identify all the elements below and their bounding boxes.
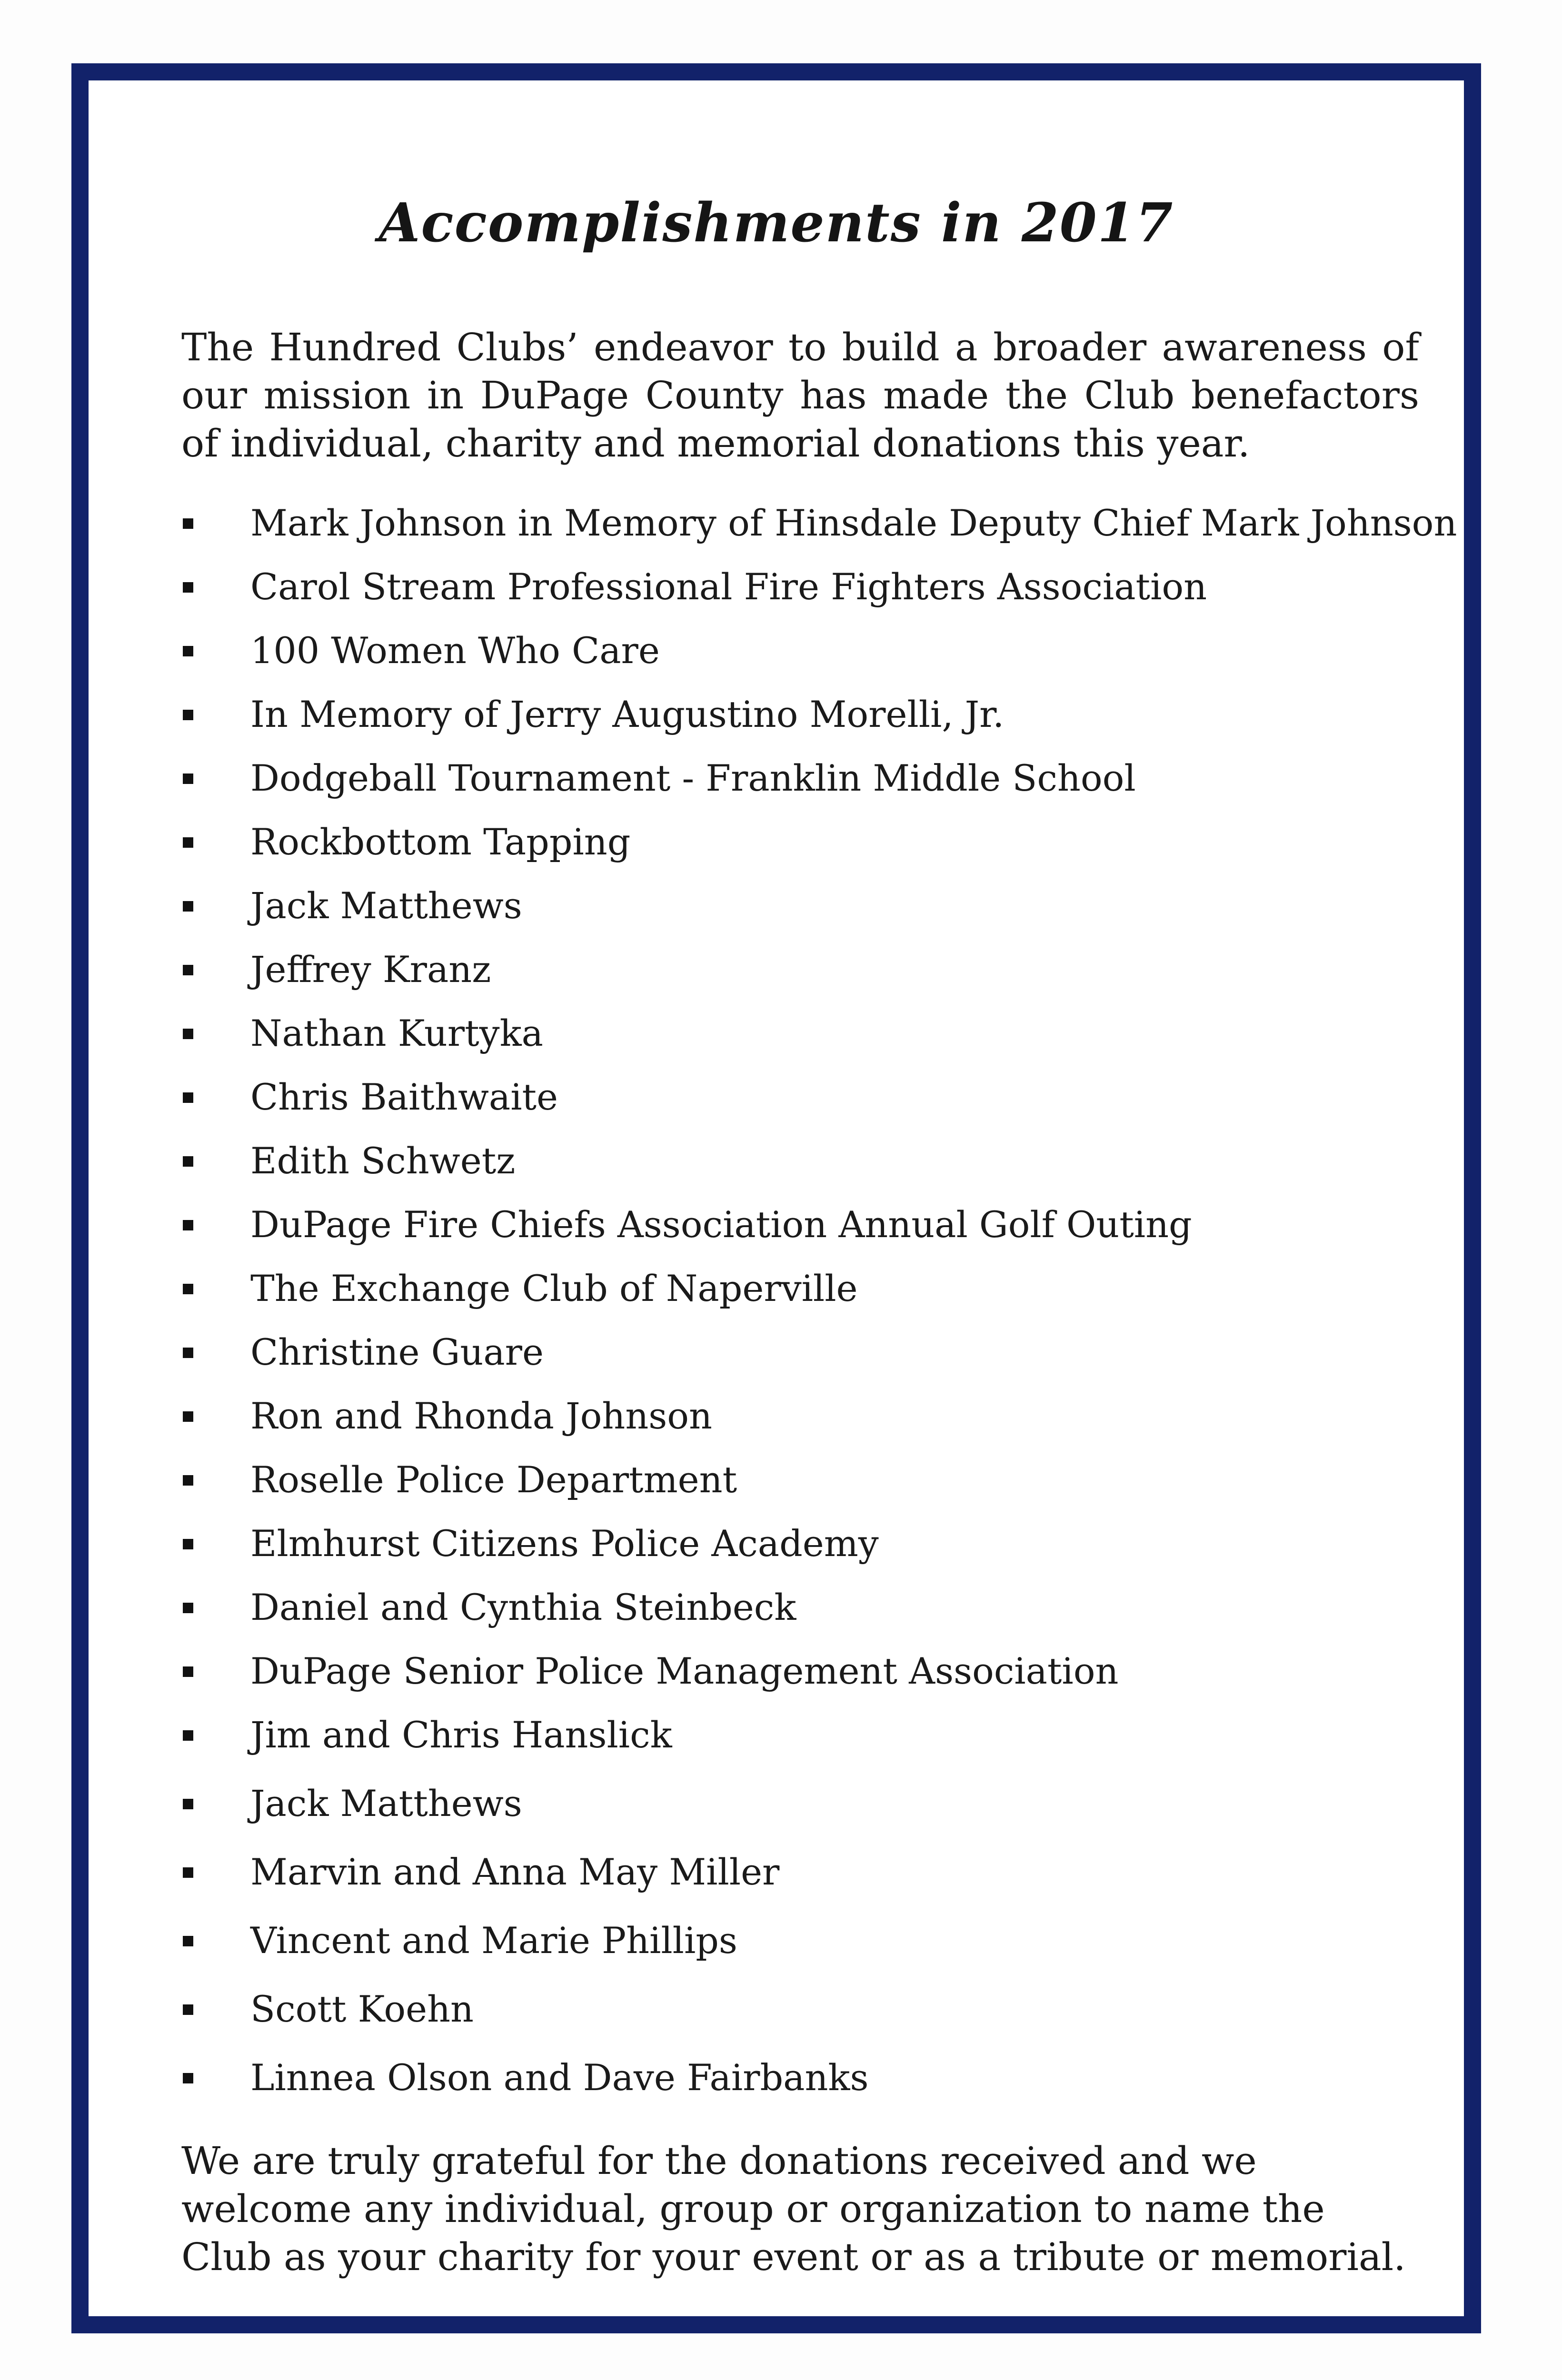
list-item [181,946,1443,1010]
list-item [181,1456,1443,1520]
donor-name: Marvin and Anna May Miller [250,1851,780,1893]
square-bullet-icon [183,518,193,529]
square-bullet-icon [183,2073,193,2083]
square-bullet-icon [183,774,193,784]
square-bullet-icon [183,2004,193,2015]
list-item [181,1647,1443,1711]
page-title: Accomplishments in 2017 [378,192,1174,254]
donor-name: Edith Schwetz [250,1140,516,1182]
list-item [181,882,1443,946]
square-bullet-icon [183,1029,193,1039]
square-bullet-icon [183,1867,193,1878]
square-bullet-icon [183,1092,193,1103]
list-item [181,1584,1443,1647]
list-item [181,1917,1443,1985]
list-item [181,2054,1443,2122]
square-bullet-icon [183,1936,193,1946]
donor-name: Jack Matthews [250,1782,522,1825]
list-item [181,818,1443,882]
list-item [181,1392,1443,1456]
donor-name: Rockbottom Tapping [250,821,631,863]
square-bullet-icon [183,965,193,975]
donor-name: Ron and Rhonda Johnson [250,1395,712,1437]
donor-name: Elmhurst Citizens Police Academy [250,1522,879,1565]
donor-name: The Exchange Club of Naperville [250,1267,858,1309]
donor-name: DuPage Senior Police Management Association [250,1650,1119,1692]
square-bullet-icon [183,1411,193,1422]
intro-paragraph: The Hundred Clubs’ endeavor to build a broader awareness of our mission in DuPage County has made the Club benefactors of individual, charity and memorial donations this year. [181,325,1419,466]
list-item [181,1265,1443,1329]
square-bullet-icon [183,1730,193,1741]
donor-name: Jim and Chris Hanslick [250,1714,672,1756]
square-bullet-icon [183,1475,193,1486]
list-item [181,754,1443,818]
list-item [181,1010,1443,1073]
donor-name: Vincent and Marie Phillips [250,1919,737,1962]
donor-name: Jack Matthews [250,884,522,927]
square-bullet-icon [183,582,193,593]
square-bullet-icon [183,1603,193,1613]
donor-list [181,499,1457,2122]
donor-name: Christine Guare [250,1331,544,1373]
donor-name: Carol Stream Professional Fire Fighters Association [250,565,1207,608]
list-item [181,1073,1443,1137]
list-item [181,1329,1443,1392]
donor-name: Dodgeball Tournament - Franklin Middle School [250,757,1136,799]
donor-name: Scott Koehn [250,1988,474,2030]
list-item [181,1520,1443,1584]
closing-paragraph: We are truly grateful for the donations received and we welcome any individual, group or organization to name the Club as your charity for your event or as a tribute or memorial. [181,2139,1406,2279]
square-bullet-icon [183,1284,193,1294]
list-item [181,1848,1443,1917]
square-bullet-icon [183,710,193,720]
donor-name: 100 Women Who Care [250,629,660,672]
list-item [181,1780,1443,1848]
square-bullet-icon [183,1348,193,1358]
list-item [181,1985,1443,2054]
list-item [181,499,1457,563]
donor-name: Linnea Olson and Dave Fairbanks [250,2056,869,2099]
list-item [181,1201,1443,1265]
square-bullet-icon [183,1220,193,1230]
donor-name: Roselle Police Department [250,1458,737,1501]
square-bullet-icon [183,837,193,848]
square-bullet-icon [183,1799,193,1809]
donor-name: DuPage Fire Chiefs Association Annual Golf Outing [250,1203,1192,1246]
donor-name: Chris Baithwaite [250,1076,558,1118]
square-bullet-icon [183,1666,193,1677]
square-bullet-icon [183,646,193,656]
donor-name: Nathan Kurtyka [250,1012,543,1054]
square-bullet-icon [183,901,193,912]
donor-name: Jeffrey Kranz [250,948,491,991]
list-item [181,691,1443,754]
square-bullet-icon [183,1156,193,1167]
donor-name: Mark Johnson in Memory of Hinsdale Deputy Chief Mark Johnson [250,502,1457,544]
list-item [181,627,1443,691]
donor-name: In Memory of Jerry Augustino Morelli, Jr. [250,693,1005,735]
document-frame [71,63,1481,2333]
list-item [181,563,1443,627]
donor-name: Daniel and Cynthia Steinbeck [250,1586,796,1628]
list-item [181,1711,1443,1780]
square-bullet-icon [183,1539,193,1549]
list-item [181,1137,1443,1201]
